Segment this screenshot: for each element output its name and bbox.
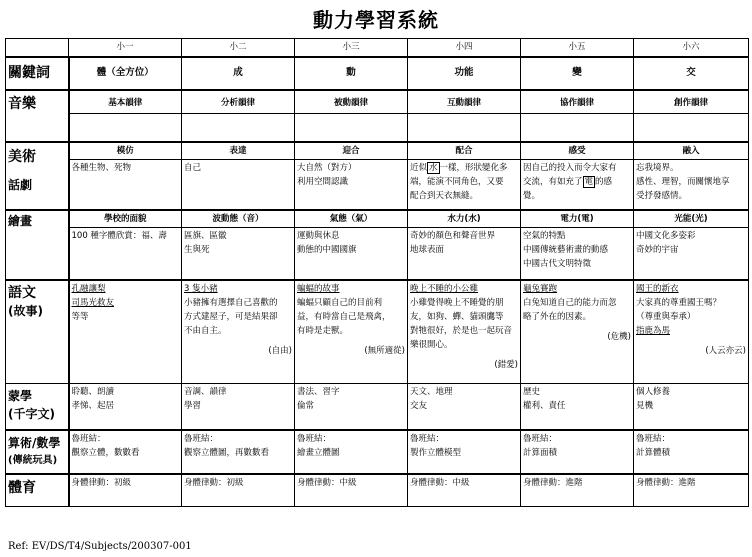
music-empty-row xyxy=(6,114,749,142)
painting-head: 學校的面貌 xyxy=(69,210,182,228)
pe-cell: 身體律動：初級 xyxy=(182,474,295,507)
pe-cell: 身體律動：進階 xyxy=(521,474,634,507)
math-text: 魯班結： xyxy=(636,433,671,444)
painting-text: 空氣的特點 xyxy=(523,231,566,241)
story-title: 蝙蝠的故事 xyxy=(297,283,340,294)
math-text: 魯班結： xyxy=(71,433,106,444)
keyword-cell: 動 xyxy=(295,57,408,90)
arts-text xyxy=(410,161,518,175)
row-label-mengxue xyxy=(6,384,69,430)
painting-cell xyxy=(634,228,749,280)
arts-text-part: 的感 xyxy=(595,177,613,187)
mengxue-text: 學習 xyxy=(184,401,202,411)
story-note: (無所適從) xyxy=(364,345,405,356)
arts-text xyxy=(523,175,631,189)
corner-cell xyxy=(6,39,69,57)
mengxue-text: 音調、韻律 xyxy=(184,387,227,397)
painting-head: 電力(電) xyxy=(521,210,634,228)
mengxue-cell xyxy=(408,384,521,430)
arts-head: 感受 xyxy=(521,142,634,160)
music-cell: 被動韻律 xyxy=(295,90,408,114)
grade-header: 小五 xyxy=(521,39,634,57)
pe-cell: 身體律動：進階 xyxy=(634,474,749,507)
math-row xyxy=(6,430,749,474)
painting-text: 生與死 xyxy=(184,245,210,255)
mengxue-cell xyxy=(634,384,749,430)
arts-text-part: 近似 xyxy=(410,163,428,173)
painting-text: 區旗、區徽 xyxy=(184,231,227,241)
arts-head-row xyxy=(6,142,749,160)
story-note: (危機) xyxy=(607,331,631,342)
empty-cell xyxy=(295,114,408,142)
row-label-chinese xyxy=(6,280,69,384)
drama-label: 話劇 xyxy=(8,177,33,192)
painting-text: 地球表面 xyxy=(410,245,445,255)
mengxue-cell xyxy=(182,384,295,430)
painting-head-row xyxy=(6,210,749,228)
story-text: 益，有時當自己是飛禽， xyxy=(297,311,391,322)
empty-cell xyxy=(408,114,521,142)
arts-head: 模仿 xyxy=(69,142,182,160)
arts-text-part: 一樣，形狀變化多 xyxy=(439,163,508,173)
mengxue-text: 聆聽、朗讀 xyxy=(71,387,115,397)
painting-head: 水力(水) xyxy=(408,210,521,228)
row-label-pe: 體育 xyxy=(6,474,69,507)
mengxue-text: 歷史 xyxy=(523,387,541,397)
painting-cell xyxy=(408,228,521,280)
empty-cell xyxy=(182,114,295,142)
painting-cell xyxy=(69,228,182,280)
arts-cell xyxy=(521,160,634,210)
mengxue-cell xyxy=(295,384,408,430)
painting-cell xyxy=(182,228,295,280)
story-text: 友，如狗、蟬、貓頭鷹等 xyxy=(410,311,504,322)
painting-text: 100 種字體欣賞：福、壽 xyxy=(71,231,167,241)
arts-head: 融入 xyxy=(634,142,749,160)
music-cell: 創作韻律 xyxy=(634,90,749,114)
story-text: 不由自主。 xyxy=(184,325,227,336)
arts-text: 自己 xyxy=(184,163,202,173)
empty-cell xyxy=(634,114,749,142)
chinese-row xyxy=(6,280,749,384)
story-text: 有時是走獸。 xyxy=(297,325,349,336)
arts-text: 覺。 xyxy=(523,191,541,201)
arts-text: 忘我境界。 xyxy=(636,163,679,173)
story-text: 對牠很好，於是也一起玩音 xyxy=(410,325,513,336)
mengxue-cell xyxy=(521,384,634,430)
mengxue-text: 權利、責任 xyxy=(523,401,566,411)
math-text: 計算體積 xyxy=(636,447,671,458)
story-cell xyxy=(634,280,749,384)
painting-body-row xyxy=(6,228,749,280)
math-text: 魯班結： xyxy=(410,433,445,444)
electric-box: 電 xyxy=(584,177,594,187)
mengxue-text: 天文、地理 xyxy=(410,387,453,397)
row-label-keywords: 關鍵詞 xyxy=(6,57,69,90)
painting-text: 動態的中國國旗 xyxy=(297,245,357,255)
story-title: 孔融讓梨 xyxy=(71,283,106,294)
row-label-math xyxy=(6,430,69,474)
arts-cell xyxy=(408,160,521,210)
row-label-arts xyxy=(6,142,69,210)
arts-text: 大自然（對方） xyxy=(297,163,357,173)
keyword-cell: 成 xyxy=(182,57,295,90)
story-note: (自由) xyxy=(268,345,292,356)
mengxue-cell xyxy=(69,384,182,430)
mengxue-text: 交友 xyxy=(410,401,428,411)
keyword-cell: 交 xyxy=(634,57,749,90)
mengxue-sub: (千字文) xyxy=(8,407,55,421)
painting-cell xyxy=(295,228,408,280)
story-text: 方式建屋子，可是結果卻 xyxy=(184,311,278,322)
math-cell xyxy=(634,430,749,474)
arts-cell xyxy=(69,160,182,210)
keyword-cell: 功能 xyxy=(408,57,521,90)
arts-head: 迎合 xyxy=(295,142,408,160)
story-text: 小豬擁有選擇自己喜歡的 xyxy=(184,297,278,308)
arts-text: 受抒發感情。 xyxy=(636,191,688,201)
empty-cell xyxy=(69,114,182,142)
music-cell: 基本韻律 xyxy=(69,90,182,114)
keyword-cell: 變 xyxy=(521,57,634,90)
arts-cell xyxy=(182,160,295,210)
arts-head: 配合 xyxy=(408,142,521,160)
math-cell xyxy=(408,430,521,474)
story-cell xyxy=(295,280,408,384)
math-cell xyxy=(295,430,408,474)
mengxue-row xyxy=(6,384,749,430)
painting-text: 奇妙的宇宙 xyxy=(636,245,679,255)
grade-header: 小三 xyxy=(295,39,408,57)
mengxue-text: 見機 xyxy=(636,401,654,411)
math-cell xyxy=(69,430,182,474)
math-cell xyxy=(521,430,634,474)
story-text: 司馬光救友 xyxy=(71,297,115,308)
arts-text: 感性、理智，而關懷地享 xyxy=(636,177,730,187)
music-row xyxy=(6,90,749,114)
math-text: 製作立體模型 xyxy=(410,447,462,458)
keyword-cell: 體（全方位） xyxy=(69,57,182,90)
story-title: 晚上不睡的小公雞 xyxy=(410,283,479,294)
page-title: 動力學習系統 xyxy=(313,8,439,32)
story-text: 蝙蝠只顧自己的目前利 xyxy=(297,297,383,308)
keywords-row xyxy=(6,57,749,90)
arts-cell xyxy=(634,160,749,210)
music-cell: 分析韻律 xyxy=(182,90,295,114)
painting-head: 氣態（氣） xyxy=(295,210,408,228)
story-text: 略了外在的因素。 xyxy=(523,311,592,322)
story-cell xyxy=(408,280,521,384)
water-box: 水 xyxy=(429,163,438,173)
story-title: 國王的新衣 xyxy=(636,283,679,294)
arts-text: 配合到天衣無縫。 xyxy=(410,191,479,201)
story-text: 指鹿為馬 xyxy=(636,325,671,336)
math-text: 繪畫立體圖 xyxy=(297,447,340,458)
arts-head: 表達 xyxy=(182,142,295,160)
grade-header-row xyxy=(6,39,749,57)
story-cell xyxy=(69,280,182,384)
painting-text: 中國傳統藝術畫的動感 xyxy=(523,245,609,255)
math-cell xyxy=(182,430,295,474)
arts-label: 美術 xyxy=(8,148,36,165)
music-cell: 互動韻律 xyxy=(408,90,521,114)
painting-head: 光能(光) xyxy=(634,210,749,228)
row-label-music: 音樂 xyxy=(6,90,69,142)
arts-text: 端，能演不同角色，又要 xyxy=(410,177,504,187)
empty-cell xyxy=(521,114,634,142)
math-text: 魯班結： xyxy=(184,433,219,444)
math-label: 算術/數學 xyxy=(8,435,61,450)
grade-header: 小四 xyxy=(408,39,521,57)
mengxue-text: 個人修養 xyxy=(636,387,671,397)
painting-text: 中國古代文明特徵 xyxy=(523,259,592,269)
chinese-label: 語文 xyxy=(8,284,36,301)
music-cell: 協作韻律 xyxy=(521,90,634,114)
reference-code: Ref: EV/DS/T4/Subjects/200307-001 xyxy=(8,541,192,552)
painting-head: 波動態（音） xyxy=(182,210,295,228)
painting-text: 中國文化多姿彩 xyxy=(636,231,696,241)
math-text: 觀察立體圖，再數數看 xyxy=(184,447,270,458)
mengxue-text: 孝悌、起居 xyxy=(71,401,115,411)
pe-cell: 身體律動：中級 xyxy=(408,474,521,507)
mengxue-text: 倫常 xyxy=(297,401,315,411)
grade-header: 小六 xyxy=(634,39,749,57)
story-text: 大家真的尊重國王嗎？ xyxy=(636,297,722,308)
math-text: 觀察立體，數數看 xyxy=(71,447,140,458)
painting-text: 奇妙的顏色和聲音世界 xyxy=(410,231,496,241)
arts-cell xyxy=(295,160,408,210)
arts-text: 因自己的投入而令大家有 xyxy=(523,163,617,173)
arts-body-row xyxy=(6,160,749,210)
story-cell xyxy=(182,280,295,384)
arts-text: 各種生物、死物 xyxy=(71,163,132,173)
pe-row xyxy=(6,474,749,507)
pe-cell: 身體律動：中級 xyxy=(295,474,408,507)
mengxue-label: 蒙學 xyxy=(8,389,33,403)
story-text: 小雞覺得晚上不睡覺的朋 xyxy=(410,297,504,308)
story-text: 白兔知道自己的能力而忽 xyxy=(523,297,617,308)
painting-cell xyxy=(521,228,634,280)
story-title: 3 隻小豬 xyxy=(184,283,218,294)
arts-text: 利用空間認識 xyxy=(297,177,349,187)
story-cell xyxy=(521,280,634,384)
grade-header: 小二 xyxy=(182,39,295,57)
grade-header: 小一 xyxy=(69,39,182,57)
story-title: 龜兔賽跑 xyxy=(523,283,558,294)
story-note: (人云亦云) xyxy=(705,345,746,356)
chinese-sub: (故事) xyxy=(8,303,43,318)
math-text: 計算面積 xyxy=(523,447,558,458)
mengxue-text: 書法、習字 xyxy=(297,387,340,397)
story-text: 等等 xyxy=(71,311,89,322)
math-text: 魯班結： xyxy=(523,433,558,444)
painting-text: 運動與休息 xyxy=(297,231,340,241)
arts-text-part: 交流，有如充了 xyxy=(523,177,583,187)
pe-cell: 身體律動：初級 xyxy=(69,474,182,507)
story-note: (錯愛) xyxy=(494,359,518,370)
curriculum-table xyxy=(5,38,749,507)
math-sub: (傳統玩具) xyxy=(8,454,58,466)
row-label-painting: 繪畫 xyxy=(6,210,69,280)
story-text: （尊重與奉承） xyxy=(636,311,696,322)
math-text: 魯班結： xyxy=(297,433,332,444)
story-text: 樂很開心。 xyxy=(410,339,453,350)
